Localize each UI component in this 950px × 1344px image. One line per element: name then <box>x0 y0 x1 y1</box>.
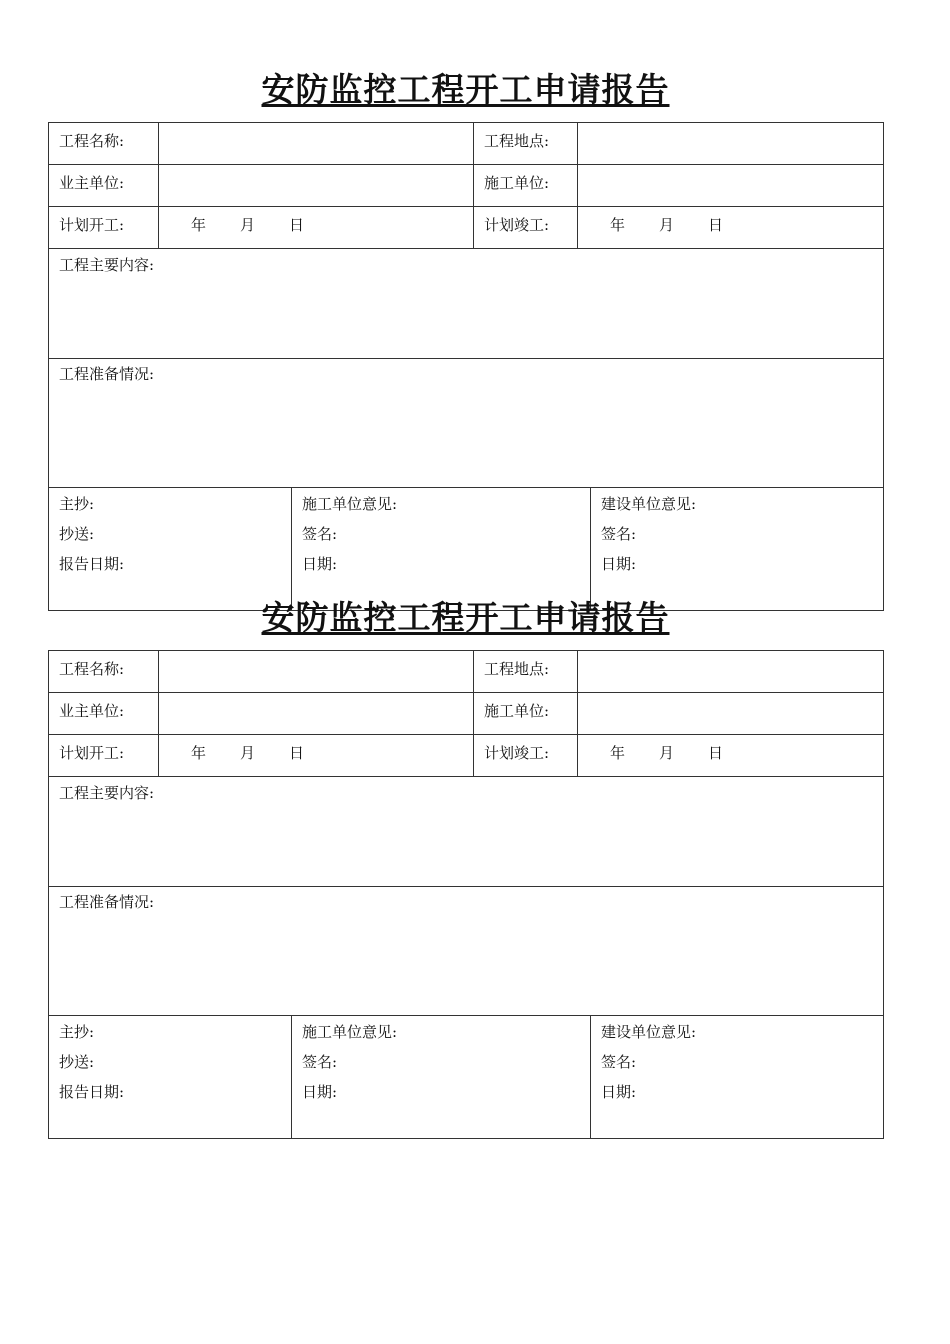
preparation-label: 工程准备情况: <box>59 365 155 383</box>
month-label: 月 <box>659 216 675 234</box>
report-form-2 <box>48 596 883 1139</box>
builder-opinion-cell[interactable] <box>591 488 884 611</box>
main-content-label: 工程主要内容: <box>59 256 155 274</box>
owner-field[interactable] <box>159 165 474 207</box>
project-name-field[interactable] <box>159 651 474 693</box>
planned-end-date-field[interactable] <box>578 207 884 249</box>
day-label: 日 <box>708 216 724 234</box>
preparation-field[interactable] <box>49 359 884 488</box>
planned-start-label: 计划开工: <box>49 207 159 249</box>
signature-label: 签名: <box>302 1053 338 1071</box>
main-content-field[interactable] <box>49 777 884 887</box>
contractor-opinion-label: 施工单位意见: <box>302 495 398 513</box>
main-content-field[interactable] <box>49 249 884 359</box>
planned-start-date-field[interactable] <box>159 207 474 249</box>
planned-end-date-field[interactable] <box>578 735 884 777</box>
planned-start-label: 计划开工: <box>49 735 159 777</box>
preparation-label: 工程准备情况: <box>59 893 155 911</box>
report-form-1 <box>48 68 883 611</box>
report-date-label: 报告日期: <box>59 555 125 573</box>
project-location-field[interactable] <box>578 651 884 693</box>
project-location-label: 工程地点: <box>474 123 578 165</box>
date-label: 日期: <box>302 1083 338 1101</box>
contractor-opinion-label: 施工单位意见: <box>302 1023 398 1041</box>
cc-main-label: 主抄: <box>59 1023 95 1041</box>
builder-opinion-label: 建设单位意见: <box>601 1023 697 1041</box>
form-title: 安防监控工程开工申请报告 <box>261 598 670 637</box>
contractor-label: 施工单位: <box>474 693 578 735</box>
contractor-field[interactable] <box>578 165 884 207</box>
approval-table <box>48 487 884 611</box>
planned-end-label: 计划竣工: <box>474 207 578 249</box>
signature-label: 签名: <box>601 525 637 543</box>
cc-main-label: 主抄: <box>59 495 95 513</box>
contractor-opinion-cell[interactable] <box>292 1016 591 1139</box>
contractor-opinion-cell[interactable] <box>292 488 591 611</box>
report-date-label: 报告日期: <box>59 1083 125 1101</box>
day-label: 日 <box>289 744 305 762</box>
preparation-field[interactable] <box>49 887 884 1016</box>
date-label: 日期: <box>302 555 338 573</box>
day-label: 日 <box>708 744 724 762</box>
contractor-label: 施工单位: <box>474 165 578 207</box>
year-label: 年 <box>610 744 626 762</box>
builder-opinion-label: 建设单位意见: <box>601 495 697 513</box>
contractor-field[interactable] <box>578 693 884 735</box>
project-location-field[interactable] <box>578 123 884 165</box>
year-label: 年 <box>191 744 207 762</box>
project-name-label: 工程名称: <box>49 123 159 165</box>
cc-label: 抄送: <box>59 1053 95 1071</box>
main-content-label: 工程主要内容: <box>59 784 155 802</box>
month-label: 月 <box>240 744 256 762</box>
planned-start-date-field[interactable] <box>159 735 474 777</box>
form-title: 安防监控工程开工申请报告 <box>261 70 670 109</box>
signature-label: 签名: <box>302 525 338 543</box>
date-label: 日期: <box>601 1083 637 1101</box>
owner-label: 业主单位: <box>49 693 159 735</box>
project-name-field[interactable] <box>159 123 474 165</box>
planned-end-label: 计划竣工: <box>474 735 578 777</box>
info-table <box>48 650 884 1016</box>
cc-label: 抄送: <box>59 525 95 543</box>
project-name-label: 工程名称: <box>49 651 159 693</box>
day-label: 日 <box>289 216 305 234</box>
owner-field[interactable] <box>159 693 474 735</box>
year-label: 年 <box>191 216 207 234</box>
owner-label: 业主单位: <box>49 165 159 207</box>
distribution-cell[interactable] <box>49 488 292 611</box>
info-table <box>48 122 884 488</box>
month-label: 月 <box>240 216 256 234</box>
date-label: 日期: <box>601 555 637 573</box>
signature-label: 签名: <box>601 1053 637 1071</box>
year-label: 年 <box>610 216 626 234</box>
builder-opinion-cell[interactable] <box>591 1016 884 1139</box>
project-location-label: 工程地点: <box>474 651 578 693</box>
distribution-cell[interactable] <box>49 1016 292 1139</box>
month-label: 月 <box>659 744 675 762</box>
approval-table <box>48 1015 884 1139</box>
